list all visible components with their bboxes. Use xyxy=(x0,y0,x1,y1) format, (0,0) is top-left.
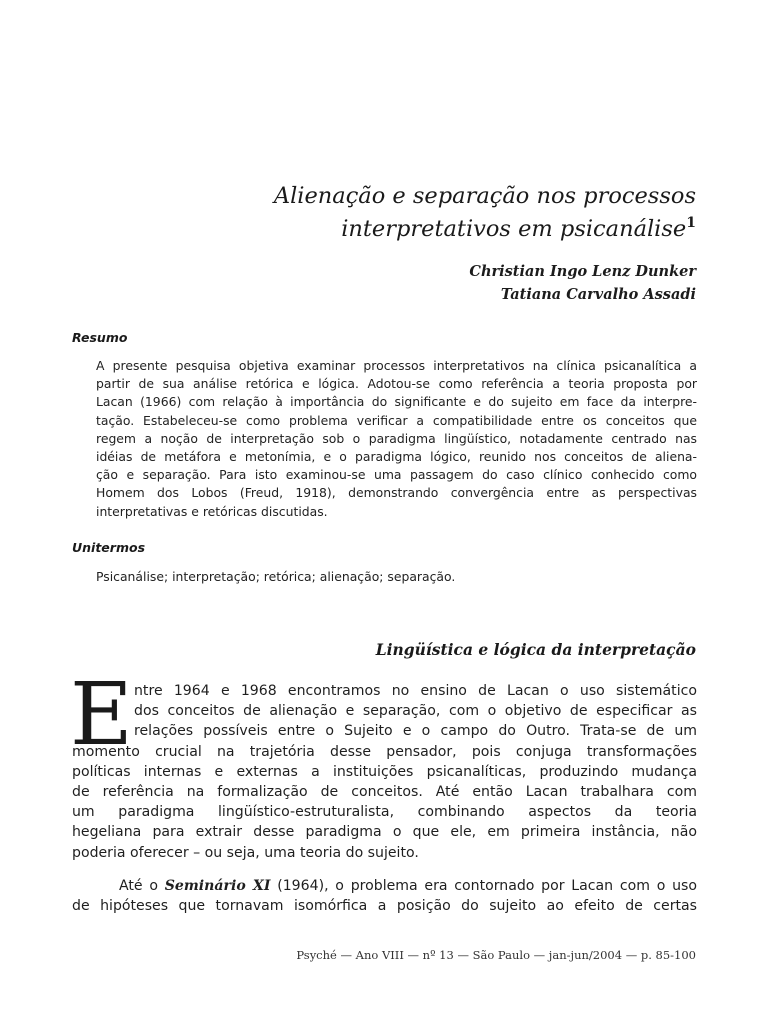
abstract-line: ção e separação. Para isto examinou-se uma passagem do caso clínico conhecido como xyxy=(96,467,697,483)
abstract-line: idéias de metáfora e metonímia, e o paradigma lógico, reunido nos conceitos de aliena- xyxy=(96,449,697,465)
body-paragraph-1 xyxy=(72,681,697,863)
body-line: ntre 1964 e 1968 encontramos no ensino de Lacan o uso sistemático xyxy=(134,683,697,699)
body-text: Até o xyxy=(119,878,165,894)
body-line: momento crucial na trajetória desse pensador, pois conjuga transformações xyxy=(72,743,697,760)
title-line-1: Alienação e separação nos processos xyxy=(273,183,696,209)
body-line: um paradigma lingüístico-estruturalista, combinando aspectos da teoria xyxy=(72,804,697,821)
abstract-line: tação. Estabeleceu-se como problema verificar a compatibilidade entre os conceitos que xyxy=(96,412,697,428)
abstract-line: A presente pesquisa objetiva examinar processos interpretativos na clínica psicanalítica a xyxy=(96,358,697,373)
unitermos-label: Unitermos xyxy=(72,540,146,555)
author-name: Tatiana Carvalho Assadi xyxy=(500,286,696,303)
title-line-2 xyxy=(176,213,696,246)
body-paragraph-2 xyxy=(72,876,697,916)
body-line: dos conceitos de alienação e separação, com o objetivo de especificar as xyxy=(134,703,697,720)
body-line xyxy=(72,876,697,896)
abstract-line: Homem dos Lobos (Freud, 1918), demonstrando convergência entre as perspectivas xyxy=(96,485,697,501)
footnote-marker: 1 xyxy=(686,215,696,231)
body-line: políticas internas e externas a instituições psicanalíticas, produzindo mudança xyxy=(72,763,697,780)
abstract-line: regem a noção de interpretação sob o paradigma lingüístico, notadamente centrado nas xyxy=(96,430,697,446)
author-name: Christian Ingo Lenz Dunker xyxy=(469,263,696,280)
keywords-text: Psicanálise; interpretação; retórica; alienação; separação. xyxy=(96,569,456,584)
abstract-line: interpretativas e retóricas discutidas. xyxy=(96,503,328,519)
abstract-line: Lacan (1966) com relação à importância do significante e do sujeito em face da interpre- xyxy=(96,394,697,410)
body-line: poderia oferecer – ou seja, uma teoria do sujeito. xyxy=(72,844,419,861)
body-line: relações possíveis entre o Sujeito e o campo do Outro. Trata-se de um xyxy=(134,723,697,740)
resumo-label: Resumo xyxy=(72,330,128,345)
section-heading: Lingüística e lógica da interpretação xyxy=(375,640,696,659)
article-title xyxy=(176,180,696,246)
abstract-line: partir de sua análise retórica e lógica. Adotou-se como referência a teoria proposta por xyxy=(96,376,697,392)
body-line: de hipóteses que tornavam isomórfica a posição do sujeito ao efeito de certas xyxy=(72,898,697,915)
body-text: (1964), o problema era contornado por Lacan com o uso xyxy=(270,878,697,894)
author-list xyxy=(196,260,696,306)
drop-cap: E xyxy=(70,665,133,765)
page-footer: Psyché — Ano VIII — nº 13 — São Paulo — jan-jun/2004 — p. 85-100 xyxy=(296,948,696,962)
body-line: de referência na formalização de conceitos. Até então Lacan trabalhara com xyxy=(72,784,697,801)
body-line: hegeliana para extrair desse paradigma o que ele, em primeira instância, não xyxy=(72,824,697,841)
abstract-text xyxy=(96,357,697,521)
work-title: Seminário XI xyxy=(164,878,271,894)
title-line-2-text: interpretativos em psicanálise xyxy=(341,216,687,242)
